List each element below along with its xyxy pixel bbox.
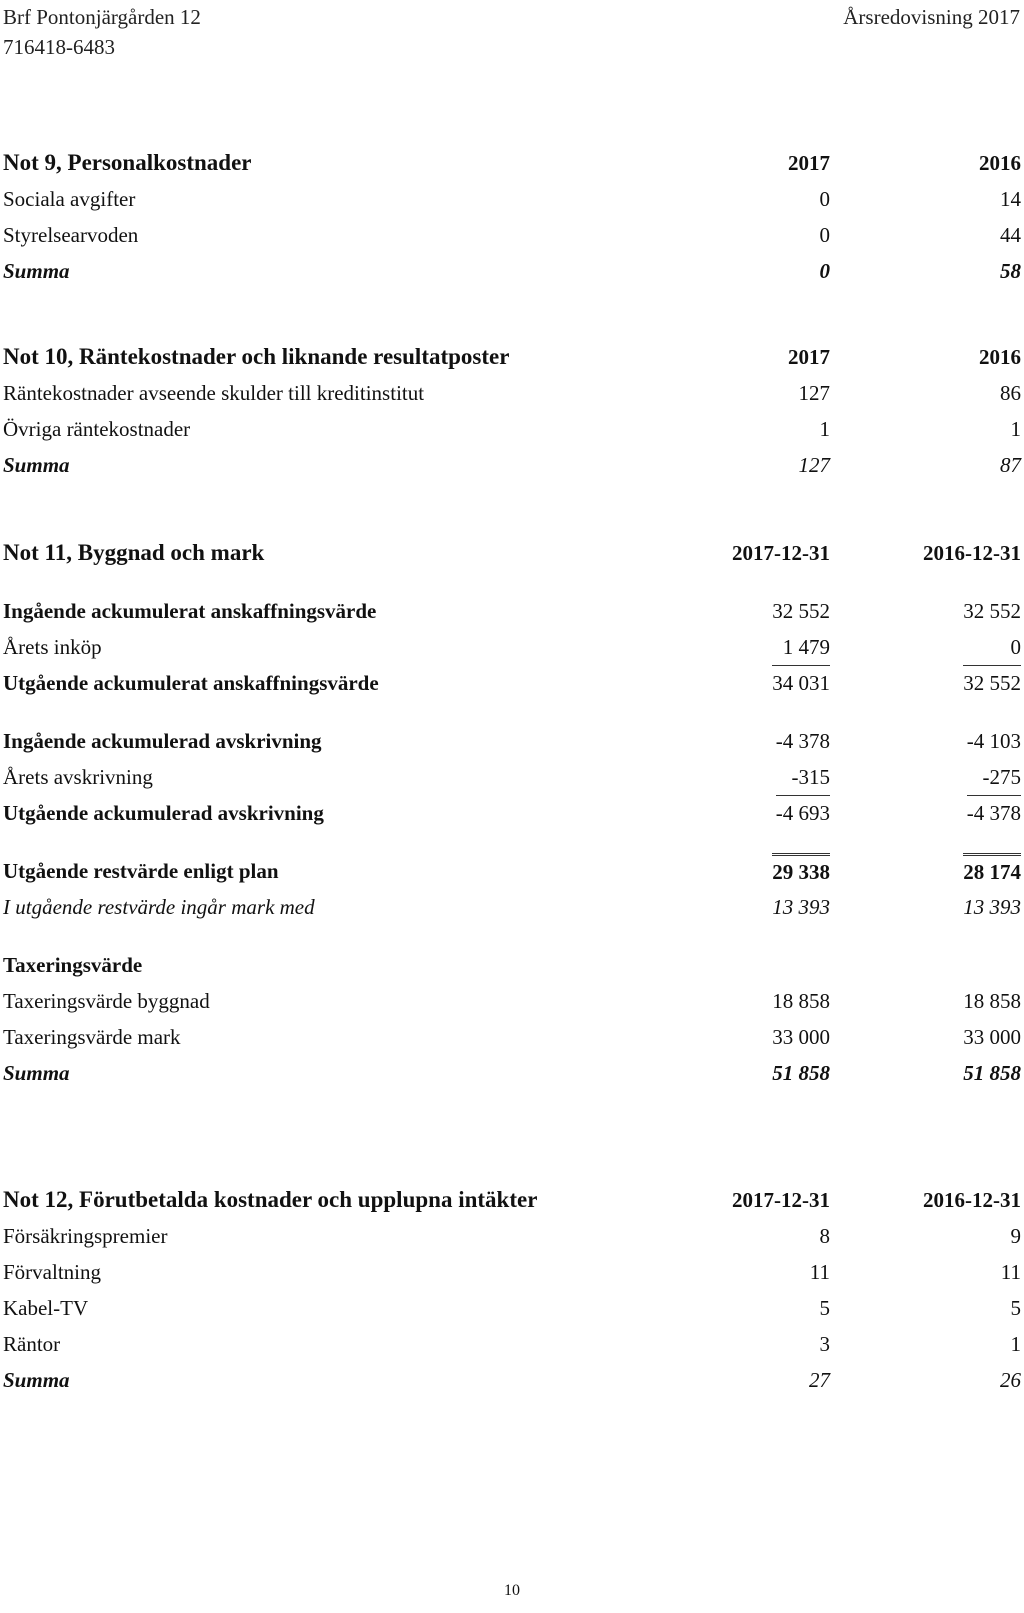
row-value-current: 13 393: [772, 895, 830, 919]
sum-row: [3, 1362, 1021, 1398]
note-title-row: [3, 339, 1021, 375]
table-row: [3, 217, 1021, 253]
row-value-previous: 18 858: [963, 989, 1021, 1013]
row-label: Årets inköp: [3, 635, 102, 659]
sum-value-previous: 87: [1000, 453, 1021, 477]
row-value-previous: 33 000: [963, 1025, 1021, 1049]
col-header-previous: 2016-12-31: [923, 541, 1021, 565]
row-value-previous: -4 378: [967, 795, 1021, 830]
row-value-current: 29 338: [772, 853, 830, 888]
sum-value-current: 51 858: [772, 1061, 830, 1085]
row-label: Försäkringspremier: [3, 1224, 168, 1248]
row-label: Ingående ackumulerat anskaffningsvärde: [3, 599, 377, 623]
row-value-previous: 32 552: [963, 599, 1021, 623]
row-value-previous: 32 552: [963, 665, 1021, 700]
row-label: Taxeringsvärde byggnad: [3, 989, 210, 1013]
sum-value-previous: 58: [1000, 259, 1021, 283]
row-label: Styrelsearvoden: [3, 223, 139, 247]
row-label: Kabel-TV: [3, 1296, 89, 1320]
table-row: [3, 411, 1021, 447]
row-label: Utgående restvärde enligt plan: [3, 859, 279, 883]
note-title-row: [3, 1182, 1021, 1218]
section-heading: Taxeringsvärde: [3, 953, 143, 977]
row-value-current: 3: [819, 1332, 830, 1356]
sum-value-current: 27: [809, 1368, 830, 1392]
row-value-current: 32 552: [772, 599, 830, 623]
row-value-previous: -275: [982, 765, 1021, 789]
table-row: [3, 1290, 1021, 1326]
sum-value-previous: 26: [1000, 1368, 1021, 1392]
row-value-current: 18 858: [772, 989, 830, 1013]
row-label: Sociala avgifter: [3, 187, 136, 211]
row-value-previous: 11: [1000, 1260, 1021, 1284]
row-value-current: 34 031: [772, 665, 830, 700]
org-number: 716418-6483: [3, 35, 115, 59]
row-value-current: -4 378: [775, 729, 830, 753]
row-value-current: 8: [819, 1224, 830, 1248]
row-value-previous: 86: [1000, 381, 1021, 405]
depreciation-year-row: [3, 759, 1021, 795]
table-row: [3, 1218, 1021, 1254]
tax-land-row: [3, 1019, 1021, 1055]
sum-label: Summa: [3, 1368, 70, 1392]
row-value-current: 127: [798, 381, 830, 405]
row-label: Ingående ackumulerad avskrivning: [3, 729, 322, 753]
table-row: [3, 1326, 1021, 1362]
row-value-current: 33 000: [772, 1025, 830, 1049]
col-header-previous: 2016-12-31: [923, 1188, 1021, 1212]
row-label: Taxeringsvärde mark: [3, 1025, 181, 1049]
note-title: Not 11, Byggnad och mark: [3, 540, 265, 565]
land-included-row: [3, 889, 1021, 925]
row-value-previous: 14: [1000, 187, 1021, 211]
row-value-previous: 0: [1010, 635, 1021, 659]
row-label: Räntekostnader avseende skulder till kreditinstitut: [3, 381, 425, 405]
sum-row: [3, 447, 1021, 483]
row-value-current: 0: [819, 223, 830, 247]
table-row: [3, 1254, 1021, 1290]
col-header-previous: 2016: [979, 151, 1021, 175]
row-value-previous: 1: [1010, 1332, 1021, 1356]
col-header-current: 2017-12-31: [732, 1188, 830, 1212]
row-value-previous: 28 174: [963, 853, 1021, 888]
row-value-current: 0: [819, 187, 830, 211]
note-9: [3, 145, 1021, 289]
row-label: Utgående ackumulerad avskrivning: [3, 801, 324, 825]
sum-label: Summa: [3, 1061, 70, 1085]
note-title: Not 10, Räntekostnader och liknande resultatposter: [3, 344, 510, 369]
table-row: [3, 375, 1021, 411]
sum-row: [3, 253, 1021, 289]
doc-title: Årsredovisning 2017: [843, 5, 1020, 29]
row-label: Årets avskrivning: [3, 765, 153, 789]
row-label: Förvaltning: [3, 1260, 101, 1284]
row-value-previous: 9: [1010, 1224, 1021, 1248]
note-12: [3, 1182, 1021, 1398]
note-title: Not 9, Personalkostnader: [3, 150, 252, 175]
tax-building-row: [3, 983, 1021, 1019]
sum-value-current: 0: [819, 259, 830, 283]
row-value-previous: 5: [1010, 1296, 1021, 1320]
row-value-current: -4 693: [776, 795, 830, 830]
row-value-previous: 44: [1000, 223, 1021, 247]
sum-label: Summa: [3, 259, 70, 283]
tax-value-heading-row: [3, 947, 1021, 983]
depreciation-closing-row: [3, 795, 1021, 831]
row-value-current: 1 479: [782, 635, 830, 659]
row-label: Utgående ackumulerat anskaffningsvärde: [3, 671, 379, 695]
note-title-row: [3, 145, 1021, 181]
residual-value-row: [3, 853, 1021, 889]
acquisition-closing-row: [3, 665, 1021, 701]
sum-value-previous: 51 858: [963, 1061, 1021, 1085]
page-number: 10: [504, 1582, 520, 1599]
row-value-current: 11: [809, 1260, 830, 1284]
col-header-previous: 2016: [979, 345, 1021, 369]
note-title: Not 12, Förutbetalda kostnader och upplupna intäkter: [3, 1187, 538, 1212]
row-value-current: -315: [791, 765, 830, 789]
row-value-previous: -4 103: [966, 729, 1021, 753]
row-value-previous: 1: [1010, 417, 1021, 441]
row-label: I utgående restvärde ingår mark med: [3, 895, 315, 919]
col-header-current: 2017: [788, 151, 830, 175]
row-label: Räntor: [3, 1332, 61, 1356]
acquisition-purchases-row: [3, 629, 1021, 665]
row-value-previous: 13 393: [963, 895, 1021, 919]
row-value-current: 5: [819, 1296, 830, 1320]
note-title-row: [3, 535, 1021, 571]
sum-row: [3, 1055, 1021, 1091]
row-value-current: 1: [819, 417, 830, 441]
sum-label: Summa: [3, 453, 70, 477]
note-11: [3, 535, 1021, 1091]
row-label: Övriga räntekostnader: [3, 417, 191, 441]
col-header-current: 2017: [788, 345, 830, 369]
table-row: [3, 181, 1021, 217]
note-10: [3, 339, 1021, 483]
org-name: Brf Pontonjärgården 12: [3, 5, 201, 29]
sum-value-current: 127: [798, 453, 830, 477]
col-header-current: 2017-12-31: [732, 541, 830, 565]
acquisition-opening-row: [3, 593, 1021, 629]
depreciation-opening-row: [3, 723, 1021, 759]
header-left: [3, 2, 201, 62]
